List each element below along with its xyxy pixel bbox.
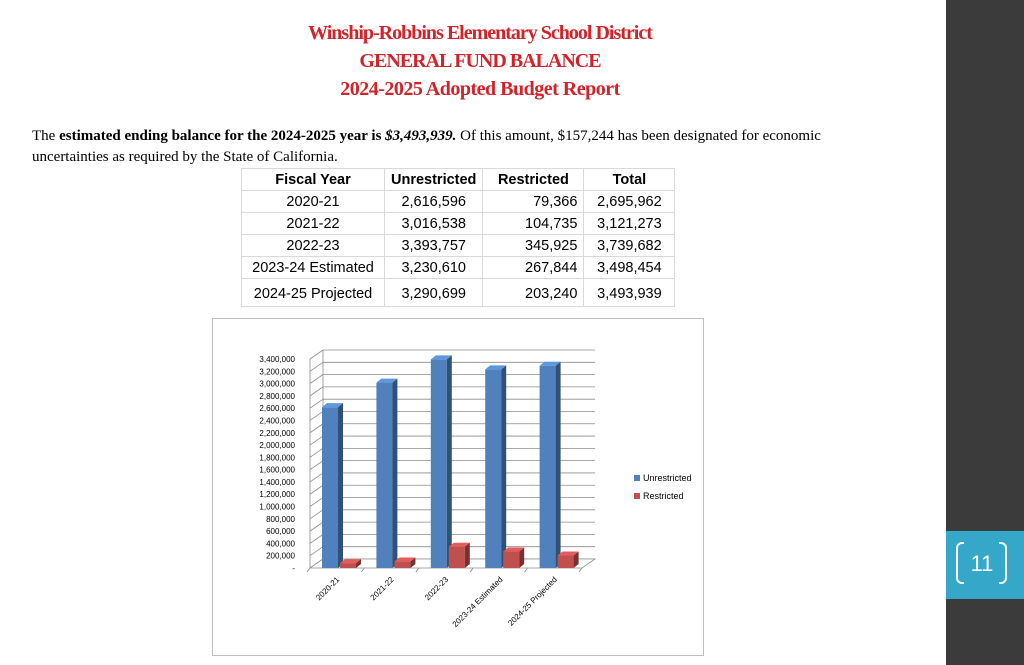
para-text-1: The	[32, 128, 60, 144]
x-tick	[416, 568, 419, 572]
gridline-side	[310, 448, 323, 457]
bar-restricted	[394, 562, 410, 568]
cell-restricted: 79,366	[483, 191, 584, 213]
gridline-side	[310, 350, 323, 359]
y-tick-label: -	[292, 564, 295, 573]
legend-item-restricted	[634, 491, 684, 501]
bar-restricted-side	[465, 543, 470, 568]
cell-unrestricted: 3,230,610	[385, 257, 483, 279]
x-tick-label: 2024-25 Projected	[506, 575, 559, 628]
x-tick-label: 2022-23	[423, 575, 451, 603]
legend-item-unrestricted	[634, 473, 692, 483]
table-row	[242, 191, 675, 213]
cell-total: 3,121,273	[584, 213, 675, 235]
bar-unrestricted	[322, 407, 338, 568]
ending-balance-amount: $3,493,939.	[385, 128, 457, 144]
gridline-side	[310, 485, 323, 494]
x-tick	[307, 568, 310, 572]
bar-unrestricted-side	[392, 379, 397, 568]
cell-restricted: 203,240	[483, 279, 584, 307]
table-header-row	[242, 169, 675, 191]
bar-unrestricted	[485, 369, 501, 568]
report-subtitle: 2024-2025 Adopted Budget Report	[340, 78, 620, 100]
gridline-side	[310, 461, 323, 470]
bar-unrestricted-side	[501, 365, 506, 568]
gridline-side	[310, 362, 323, 371]
para-text-2: Of this amount, $157,244 has been designated for economic uncertainties as required by the State of California.	[32, 128, 821, 165]
page-number: 11	[970, 551, 994, 576]
y-tick-label: 200,000	[266, 551, 295, 561]
gridline-side	[310, 411, 323, 420]
cell-fiscal-year: 2022-23	[242, 235, 385, 257]
legend-swatch-unrestricted	[634, 475, 640, 481]
legend-swatch-restricted	[634, 493, 640, 499]
col-header-total: Total	[584, 169, 675, 191]
gridline-side	[310, 436, 323, 445]
col-header-fiscal-year: Fiscal Year	[242, 169, 385, 191]
y-tick-label: 2,800,000	[259, 391, 295, 401]
bar-restricted	[340, 563, 356, 568]
gridline-side	[310, 510, 323, 519]
x-tick	[470, 568, 473, 572]
gridline-side	[310, 547, 323, 556]
cell-unrestricted: 3,016,538	[385, 213, 483, 235]
y-tick-label: 2,000,000	[259, 441, 295, 451]
cell-total: 3,493,939	[584, 279, 675, 307]
x-tick-label: 2023-24 Estimated	[450, 575, 505, 629]
gridline-side	[310, 534, 323, 543]
x-tick-label: 2021-22	[368, 575, 396, 603]
cell-fiscal-year: 2021-22	[242, 213, 385, 235]
y-tick-label: 1,400,000	[259, 477, 295, 487]
gridline-side	[310, 375, 323, 384]
bar-unrestricted-side	[338, 403, 343, 568]
cell-restricted: 267,844	[483, 257, 584, 279]
bar-unrestricted-side	[556, 362, 561, 568]
y-tick-label: 2,400,000	[259, 416, 295, 426]
cell-fiscal-year: 2020-21	[242, 191, 385, 213]
cell-restricted: 104,735	[483, 213, 584, 235]
fund-balance-chart	[212, 318, 704, 656]
y-tick-label: 600,000	[266, 527, 295, 537]
summary-paragraph	[32, 126, 892, 168]
bar-unrestricted	[376, 383, 392, 568]
district-title: Winship-Robbins Elementary School District	[308, 22, 652, 44]
gridline-side	[310, 498, 323, 507]
x-tick	[579, 568, 582, 572]
gridline-side	[310, 424, 323, 433]
y-tick-label: 2,600,000	[259, 404, 295, 414]
legend-label-unrestricted: Unrestricted	[643, 473, 692, 483]
cell-total: 3,498,454	[584, 257, 675, 279]
y-tick-label: 1,800,000	[259, 453, 295, 463]
y-tick-label: 1,200,000	[259, 490, 295, 500]
y-tick-label: 800,000	[266, 514, 295, 524]
bar-unrestricted	[540, 366, 556, 568]
cell-unrestricted: 2,616,596	[385, 191, 483, 213]
cell-unrestricted: 3,290,699	[385, 279, 483, 307]
chart-canvas	[213, 319, 703, 655]
table-row	[242, 235, 675, 257]
y-tick-label: 3,400,000	[259, 355, 295, 364]
gridline-side	[310, 473, 323, 482]
cell-fiscal-year: 2023-24 Estimated	[242, 257, 385, 279]
gridline-side	[310, 522, 323, 531]
x-tick	[361, 568, 364, 572]
gridline-side	[310, 399, 323, 408]
bar-restricted	[558, 556, 574, 568]
x-tick-label: 2020-21	[314, 575, 342, 603]
y-tick-label: 1,600,000	[259, 465, 295, 475]
table-row	[242, 257, 675, 279]
bar-unrestricted	[431, 359, 447, 568]
legend-label-restricted: Restricted	[643, 491, 684, 501]
bar-unrestricted-side	[447, 355, 452, 568]
y-tick-label: 2,200,000	[259, 428, 295, 438]
col-header-restricted: Restricted	[483, 169, 584, 191]
table-row	[242, 213, 675, 235]
cell-total: 3,739,682	[584, 235, 675, 257]
cell-unrestricted: 3,393,757	[385, 235, 483, 257]
x-tick	[525, 568, 528, 572]
y-tick-label: 1,000,000	[259, 502, 295, 512]
gridline-side	[310, 387, 323, 396]
cell-restricted: 345,925	[483, 235, 584, 257]
col-header-unrestricted: Unrestricted	[385, 169, 483, 191]
cell-fiscal-year: 2024-25 Projected	[242, 279, 385, 307]
para-bold-text: estimated ending balance for the 2024-2025 year is	[59, 128, 386, 144]
y-tick-label: 400,000	[266, 539, 295, 549]
y-tick-label: 3,000,000	[259, 379, 295, 389]
fund-balance-table	[241, 168, 675, 307]
cell-total: 2,695,962	[584, 191, 675, 213]
y-tick-label: 3,200,000	[259, 367, 295, 377]
table-row	[242, 279, 675, 307]
report-heading: GENERAL FUND BALANCE	[359, 50, 601, 72]
bar-restricted	[449, 547, 465, 568]
bar-restricted	[503, 552, 519, 568]
